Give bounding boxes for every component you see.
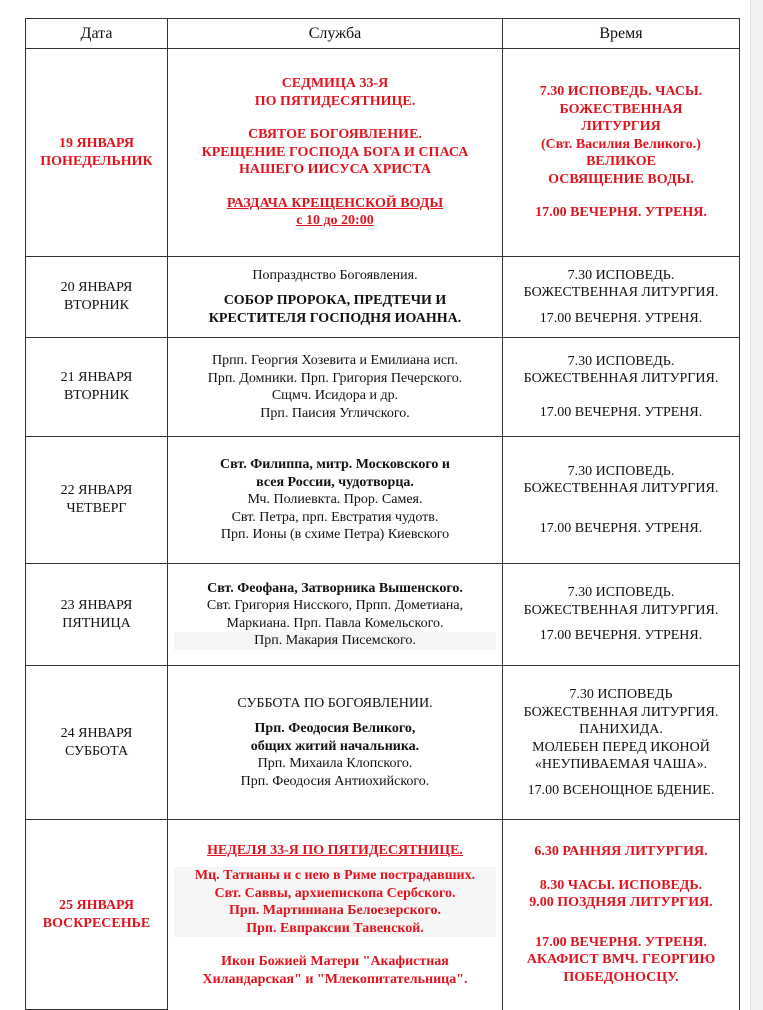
service-line: РАЗДАЧА КРЕЩЕНСКОЙ ВОДЫ [226, 195, 444, 211]
time-line: 17.00 ВЕЧЕРНЯ. УТРЕНЯ. [539, 628, 703, 644]
service-line: Свт. Феофана, Затворника Вышенского. [207, 580, 463, 596]
service-line: НАШЕГО ИИСУСА ХРИСТА [238, 162, 432, 178]
time-line: БОЖЕСТВЕННАЯ ЛИТУРГИЯ. [523, 371, 719, 387]
service-cell [168, 564, 503, 666]
service-line: Свт. Григория Нисского, Прпп. Дометиана, [206, 598, 464, 613]
time-line: БОЖЕСТВЕННАЯ ЛИТУРГИЯ. [523, 481, 719, 497]
time-line: ПОБЕДОНОСЦУ. [563, 969, 679, 985]
schedule-table [25, 18, 740, 1010]
table-row [26, 820, 740, 1010]
time-line: БОЖЕСТВЕННАЯ [559, 101, 683, 117]
date-cell [26, 49, 168, 257]
date-weekday: ПЯТНИЦА [62, 615, 131, 631]
time-line: АКАФИСТ ВМЧ. ГЕОРГИЮ [526, 952, 716, 968]
service-line: Маркиана. Прп. Павла Комельского. [226, 615, 444, 631]
time-cell [503, 666, 740, 820]
header-service: Служба [168, 19, 503, 49]
time-line: 7.30 ИСПОВЕДЬ. ЧАСЫ. [539, 84, 703, 100]
service-line: с 10 до 20:00 [296, 213, 374, 229]
service-line: Свт. Филиппа, митр. Московского и [220, 457, 450, 473]
date-cell [26, 666, 168, 820]
service-line: Хиландарская" и "Млекопитательница". [202, 971, 468, 987]
service-line: Прп. Паисия Угличского. [260, 405, 410, 421]
time-line: 17.00 ВЕЧЕРНЯ. УТРЕНЯ. [535, 205, 707, 221]
time-line: МОЛЕБЕН ПЕРЕД ИКОНОЙ [532, 739, 710, 755]
table-row [26, 437, 740, 564]
date-cell [26, 564, 168, 666]
date-day: 22 ЯНВАРЯ [60, 483, 133, 498]
time-line: БОЖЕСТВЕННАЯ ЛИТУРГИЯ. [523, 704, 719, 720]
time-line: 17.00 ВЕЧЕРНЯ. УТРЕНЯ. [535, 934, 707, 950]
time-line: 7.30 ИСПОВЕДЬ [569, 687, 673, 702]
service-line: Прп. Михаила Клопского. [257, 756, 413, 772]
date-cell [26, 257, 168, 338]
date-day: 21 ЯНВАРЯ [60, 370, 133, 385]
date-day: 19 ЯНВАРЯ [58, 135, 135, 151]
time-line: 17.00 ВЕЧЕРНЯ. УТРЕНЯ. [539, 404, 703, 420]
time-line: (Свт. Василия Великого.) [541, 136, 701, 152]
time-line: 9.00 ПОЗДНЯЯ ЛИТУРГИЯ. [529, 895, 713, 911]
time-line: ПАНИХИДА. [579, 722, 663, 737]
date-cell [26, 437, 168, 564]
date-day: 24 ЯНВАРЯ [60, 725, 133, 741]
service-line: всея России, чудотворца. [256, 474, 414, 490]
time-line: БОЖЕСТВЕННАЯ ЛИТУРГИЯ. [523, 602, 719, 618]
service-line: Мч. Полиевкта. Прор. Самея. [247, 492, 423, 508]
time-line: ЛИТУРГИЯ [581, 119, 661, 135]
table-row [26, 49, 740, 257]
time-line: БОЖЕСТВЕННАЯ ЛИТУРГИЯ. [523, 285, 719, 301]
service-cell [168, 437, 503, 564]
service-cell [168, 257, 503, 338]
service-line: СОБОР ПРОРОКА, ПРЕДТЕЧИ И [223, 293, 447, 309]
service-cell [168, 49, 503, 257]
time-cell [503, 437, 740, 564]
time-line: 6.30 РАННЯЯ ЛИТУРГИЯ. [534, 844, 708, 860]
service-cell [168, 338, 503, 437]
time-line: 7.30 ИСПОВЕДЬ. [567, 585, 675, 601]
time-line: 17.00 ВЕЧЕРНЯ. УТРЕНЯ. [539, 310, 703, 326]
date-weekday: ПОНЕДЕЛЬНИК [40, 153, 153, 169]
date-weekday: ВОСКРЕСЕНЬЕ [42, 915, 151, 931]
date-day: 25 ЯНВАРЯ [58, 897, 135, 913]
service-line: Прп. Ионы (в схиме Петра) Киевского [220, 527, 450, 543]
service-line: КРЕСТИТЕЛЯ ГОСПОДНЯ ИОАННА. [208, 310, 462, 326]
vertical-scrollbar[interactable] [750, 0, 763, 1010]
header-date: Дата [26, 19, 168, 49]
time-cell [503, 338, 740, 437]
service-line: Прп. Евпраксии Тавенской. [174, 920, 496, 938]
date-weekday: ВТОРНИК [64, 388, 129, 403]
time-line: 7.30 ИСПОВЕДЬ. [567, 353, 675, 369]
service-line: Попразднство Богоявления. [252, 267, 418, 283]
service-line: Прп. Мартиниана Белоезерского. [174, 902, 496, 920]
service-line: СВЯТОЕ БОГОЯВЛЕНИЕ. [248, 127, 422, 143]
time-line: 17.00 ВЕЧЕРНЯ. УТРЕНЯ. [539, 520, 703, 536]
date-cell [26, 338, 168, 437]
service-line: СУББОТА ПО БОГОЯВЛЕНИИ. [237, 695, 433, 711]
table-row [26, 257, 740, 338]
time-cell [503, 49, 740, 257]
time-line: 7.30 ИСПОВЕДЬ. [567, 267, 675, 283]
table-row [26, 564, 740, 666]
date-day: 23 ЯНВАРЯ [60, 597, 133, 613]
time-line: 17.00 ВСЕНОЩНОЕ БДЕНИЕ. [527, 782, 715, 798]
service-line: НЕДЕЛЯ 33-Я ПО ПЯТИДЕСЯТНИЦЕ. [207, 842, 463, 858]
time-line: «НЕУПИВАЕМАЯ ЧАША». [534, 757, 708, 772]
service-line: КРЕЩЕНИЕ ГОСПОДА БОГА И СПАСА [201, 144, 469, 160]
date-weekday: ЧЕТВЕРГ [66, 501, 127, 516]
service-line: Прп. Феодосия Великого, [254, 721, 416, 737]
service-cell [168, 666, 503, 820]
service-line: Свт. Саввы, архиепископа Сербского. [174, 885, 496, 903]
header-time: Время [503, 19, 740, 49]
service-line: общих житий начальника. [250, 738, 420, 754]
date-day: 20 ЯНВАРЯ [60, 280, 133, 295]
service-line: Прп. Макария Писемского. [174, 632, 496, 650]
service-line: Сщмч. Исидора и др. [271, 388, 399, 403]
service-cell [168, 820, 503, 1010]
time-line: ОСВЯЩЕНИЕ ВОДЫ. [548, 171, 694, 187]
table-row [26, 338, 740, 437]
service-line: СЕДМИЦА 33-Я [281, 76, 389, 92]
service-line: Свт. Петра, прп. Евстратия чудотв. [231, 509, 439, 525]
date-weekday: СУББОТА [64, 743, 129, 759]
service-line: Икон Божией Матери "Акафистная [221, 954, 449, 969]
service-line: Мц. Татианы и с нею в Риме пострадавших. [174, 867, 496, 885]
header-row [26, 19, 740, 49]
date-cell [26, 820, 168, 1010]
time-cell [503, 820, 740, 1010]
time-line: ВЕЛИКОЕ [586, 154, 656, 170]
time-line: 8.30 ЧАСЫ. ИСПОВЕДЬ. [539, 877, 703, 893]
time-line: 7.30 ИСПОВЕДЬ. [567, 463, 675, 479]
service-line: ПО ПЯТИДЕСЯТНИЦЕ. [254, 93, 416, 109]
date-weekday: ВТОРНИК [64, 298, 129, 313]
time-cell [503, 257, 740, 338]
service-line: Прп. Домники. Прп. Григория Печерского. [207, 370, 463, 386]
table-row [26, 666, 740, 820]
service-line: Прп. Феодосия Антиохийского. [240, 773, 430, 789]
time-cell [503, 564, 740, 666]
service-line: Прпп. Георгия Хозевита и Емилиана исп. [211, 353, 459, 368]
